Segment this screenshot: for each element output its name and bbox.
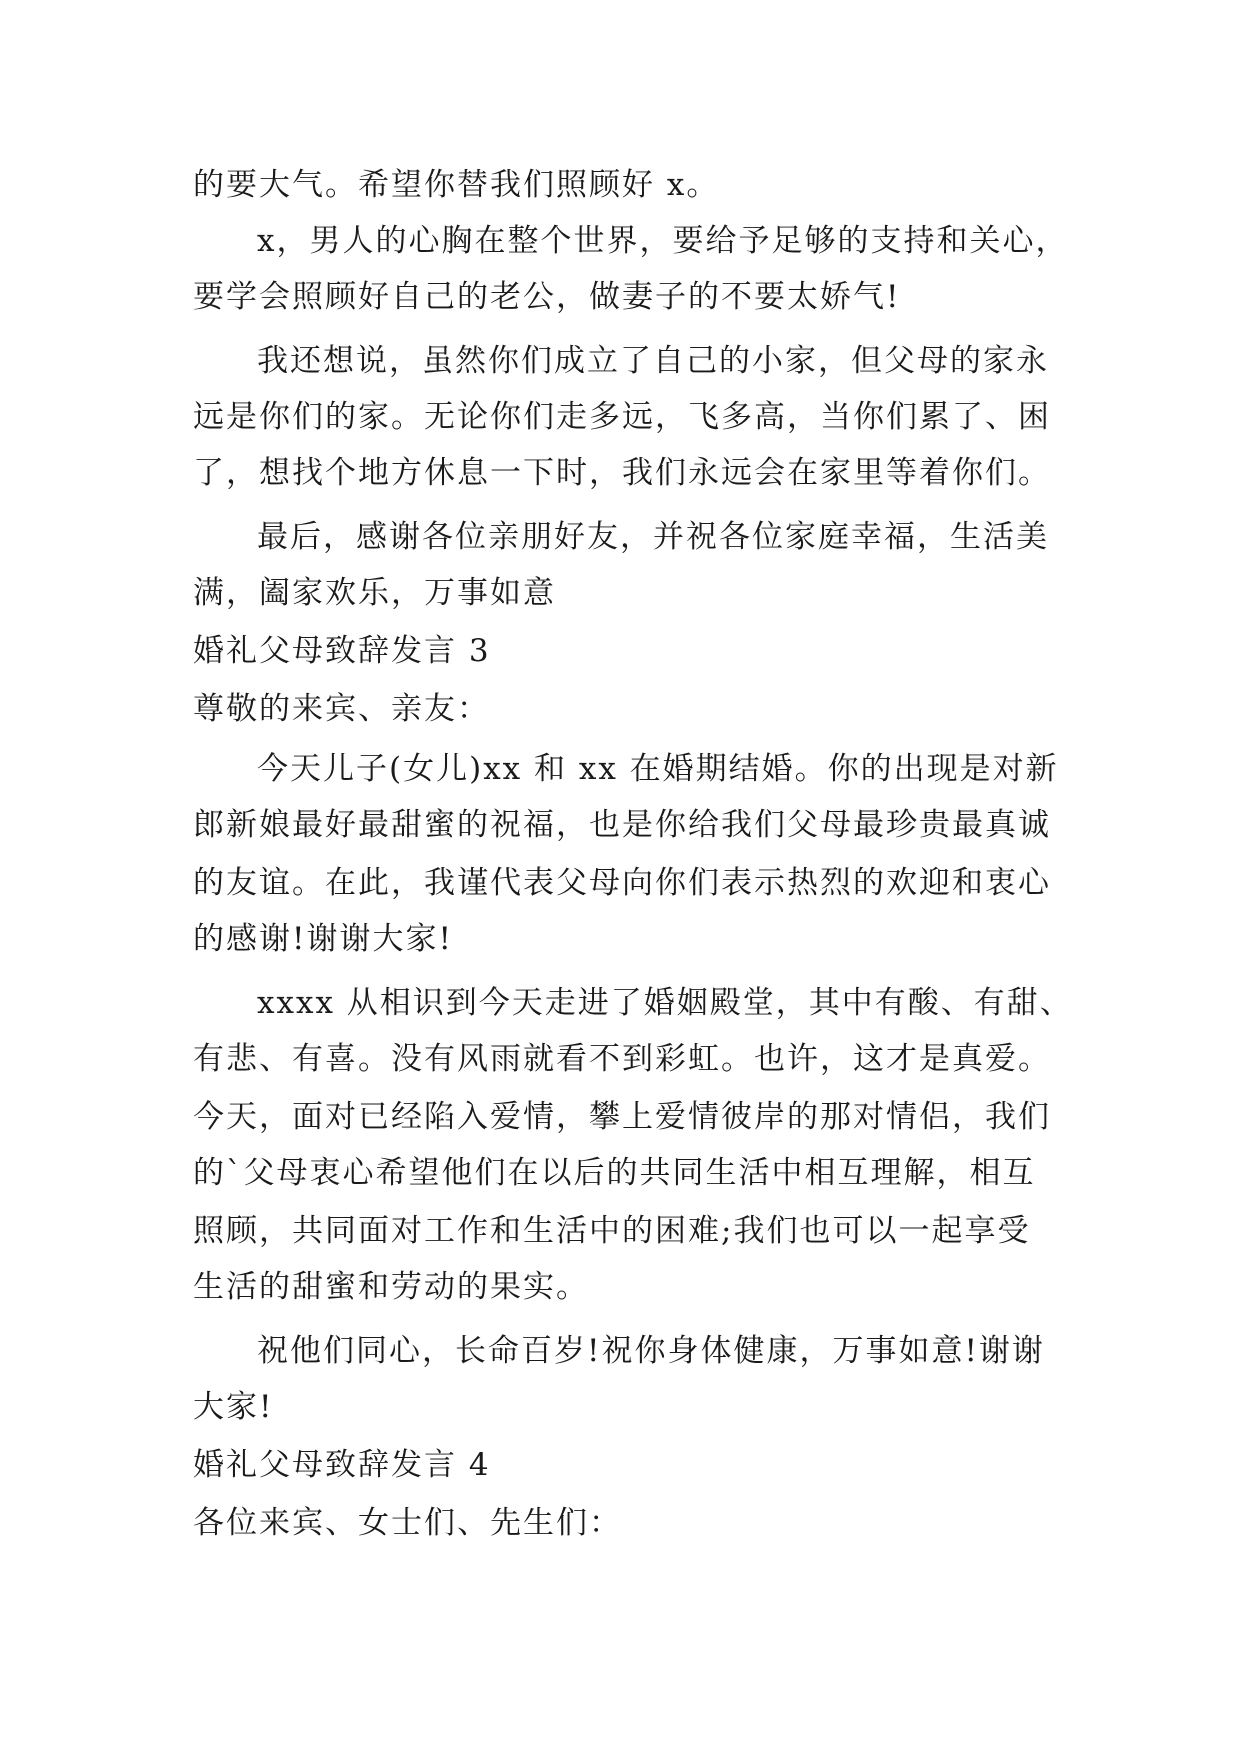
text-line: x，男人的心胸在整个世界，要给予足够的支持和关心，	[257, 223, 1069, 259]
text-line: 照顾，共同面对工作和生活中的困难;我们也可以一起享受	[193, 1213, 1031, 1249]
text-line: 我还想说，虽然你们成立了自己的小家，但父母的家永	[257, 343, 1049, 379]
text-line: 的友谊。在此，我谨代表父母向你们表示热烈的欢迎和衷心	[193, 865, 1051, 901]
text-line: 满，阖家欢乐，万事如意	[193, 575, 556, 611]
text-line: 的感谢!谢谢大家!	[193, 921, 453, 957]
text-line: 了，想找个地方休息一下时，我们永远会在家里等着你们。	[193, 455, 1051, 491]
section-heading: 婚礼父母致辞发言 4	[193, 1447, 491, 1483]
text-line: 的`父母衷心希望他们在以后的共同生活中相互理解，相互	[193, 1155, 1036, 1191]
section-heading: 婚礼父母致辞发言 3	[193, 633, 491, 669]
text-line: 今天儿子(女儿)xx 和 xx 在婚期结婚。你的出现是对新	[257, 751, 1059, 787]
text-line: 有悲、有喜。没有风雨就看不到彩虹。也许，这才是真爱。	[193, 1041, 1051, 1077]
text-line: 远是你们的家。无论你们走多远，飞多高，当你们累了、困	[193, 399, 1051, 435]
text-line: 大家!	[193, 1389, 274, 1425]
text-line: 今天，面对已经陷入爱情，攀上爱情彼岸的那对情侣，我们	[193, 1099, 1051, 1135]
salutation: 各位来宾、女士们、先生们：	[193, 1505, 622, 1541]
text-line: 祝他们同心，长命百岁!祝你身体健康，万事如意!谢谢	[257, 1333, 1045, 1369]
text-line: xxxx 从相识到今天走进了婚姻殿堂，其中有酸、有甜、	[257, 985, 1073, 1021]
text-line: 郎新娘最好最甜蜜的祝福，也是你给我们父母最珍贵最真诚	[193, 807, 1051, 843]
text-line: 的要大气。希望你替我们照顾好 x。	[193, 167, 720, 203]
text-line: 最后，感谢各位亲朋好友，并祝各位家庭幸福，生活美	[257, 519, 1049, 555]
text-line: 要学会照顾好自己的老公，做妻子的不要太娇气!	[193, 279, 901, 315]
salutation: 尊敬的来宾、亲友：	[193, 691, 490, 727]
text-line: 生活的甜蜜和劳动的果实。	[193, 1269, 589, 1305]
